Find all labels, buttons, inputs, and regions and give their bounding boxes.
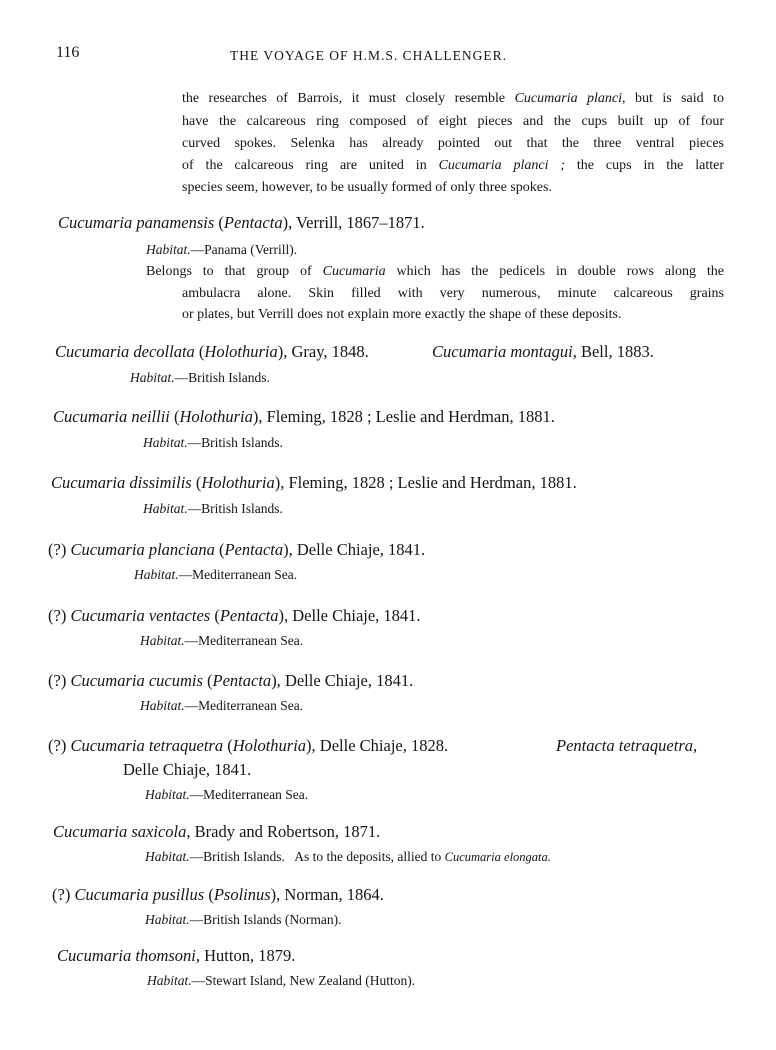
habitat-neillii: Habitat.—British Islands.: [143, 435, 283, 450]
species-heading-tetraquetra: (?) Cucumaria tetraquetra (Holothuria), Delle Chiaje, 1828.: [48, 736, 449, 755]
habitat-panamensis: Habitat.—Panama (Verrill).: [146, 242, 298, 257]
habitat-thomsoni: Habitat.—Stewart Island, New Zealand (Hutton).: [147, 973, 416, 988]
habitat-saxicola: Habitat.—British Islands. As to the deposits, allied to Cucumaria elongata.: [145, 849, 551, 864]
synonym-montagui: Cucumaria montagui, Bell, 1883.: [432, 342, 654, 361]
continuation-line-4: of the calcareous ring are united in Cucumaria planci ; the cups in the latter: [182, 158, 724, 173]
continuation-line-5: species seem, however, to be usually formed of only three spokes.: [182, 180, 552, 195]
habitat-pusillus: Habitat.—British Islands (Norman).: [145, 912, 342, 927]
species-heading-ventactes: (?) Cucumaria ventactes (Pentacta), Delle Chiaje, 1841.: [48, 606, 421, 625]
description-line-2: ambulacra alone. Skin filled with very numerous, minute calcareous grains: [182, 286, 724, 301]
species-heading-dissimilis: Cucumaria dissimilis (Holothuria), Fleming, 1828 ; Leslie and Herdman, 1881.: [51, 473, 577, 492]
continuation-line-1: the researches of Barrois, it must closely resemble Cucumaria planci, but is said to: [182, 91, 725, 106]
species-heading-saxicola: Cucumaria saxicola, Brady and Robertson, 1871.: [53, 822, 381, 841]
habitat-decollata: Habitat.—British Islands.: [130, 370, 270, 385]
habitat-planciana: Habitat.—Mediterranean Sea.: [134, 567, 298, 582]
species-heading-thomsoni: Cucumaria thomsoni, Hutton, 1879.: [57, 946, 296, 965]
description-line-1: Belongs to that group of Cucumaria which has the pedicels in double rows along the: [146, 264, 724, 279]
page-number: 116: [56, 44, 80, 61]
habitat-cucumis: Habitat.—Mediterranean Sea.: [140, 698, 304, 713]
species-heading-planciana: (?) Cucumaria planciana (Pentacta), Delle Chiaje, 1841.: [48, 540, 426, 559]
species-heading-panamensis: Cucumaria panamensis (Pentacta), Verrill, 1867–1871.: [58, 213, 425, 232]
species-heading-decollata: Cucumaria decollata (Holothuria), Gray, 1848.: [55, 342, 369, 361]
habitat-dissimilis: Habitat.—British Islands.: [143, 501, 283, 516]
habitat-tetraquetra: Habitat.—Mediterranean Sea.: [145, 787, 309, 802]
species-heading-neillii: Cucumaria neillii (Holothuria), Fleming, 1828 ; Leslie and Herdman, 1881.: [53, 407, 555, 426]
species-heading-tetraquetra-line-2: Delle Chiaje, 1841.: [123, 760, 252, 779]
running-title: THE VOYAGE OF H.M.S. CHALLENGER.: [230, 48, 508, 63]
habitat-ventactes: Habitat.—Mediterranean Sea.: [140, 633, 304, 648]
continuation-line-3: curved spokes. Selenka has already pointed out that the three ventral pieces: [182, 136, 724, 151]
description-line-3: or plates, but Verrill does not explain more exactly the shape of these deposits.: [182, 307, 622, 322]
continuation-line-2: have the calcareous ring composed of eight pieces and the cups built up of four: [182, 114, 724, 129]
species-heading-cucumis: (?) Cucumaria cucumis (Pentacta), Delle Chiaje, 1841.: [48, 671, 414, 690]
species-heading-pusillus: (?) Cucumaria pusillus (Psolinus), Norman, 1864.: [52, 885, 384, 904]
synonym-pentacta-tetraquetra: Pentacta tetraquetra,: [556, 736, 698, 755]
